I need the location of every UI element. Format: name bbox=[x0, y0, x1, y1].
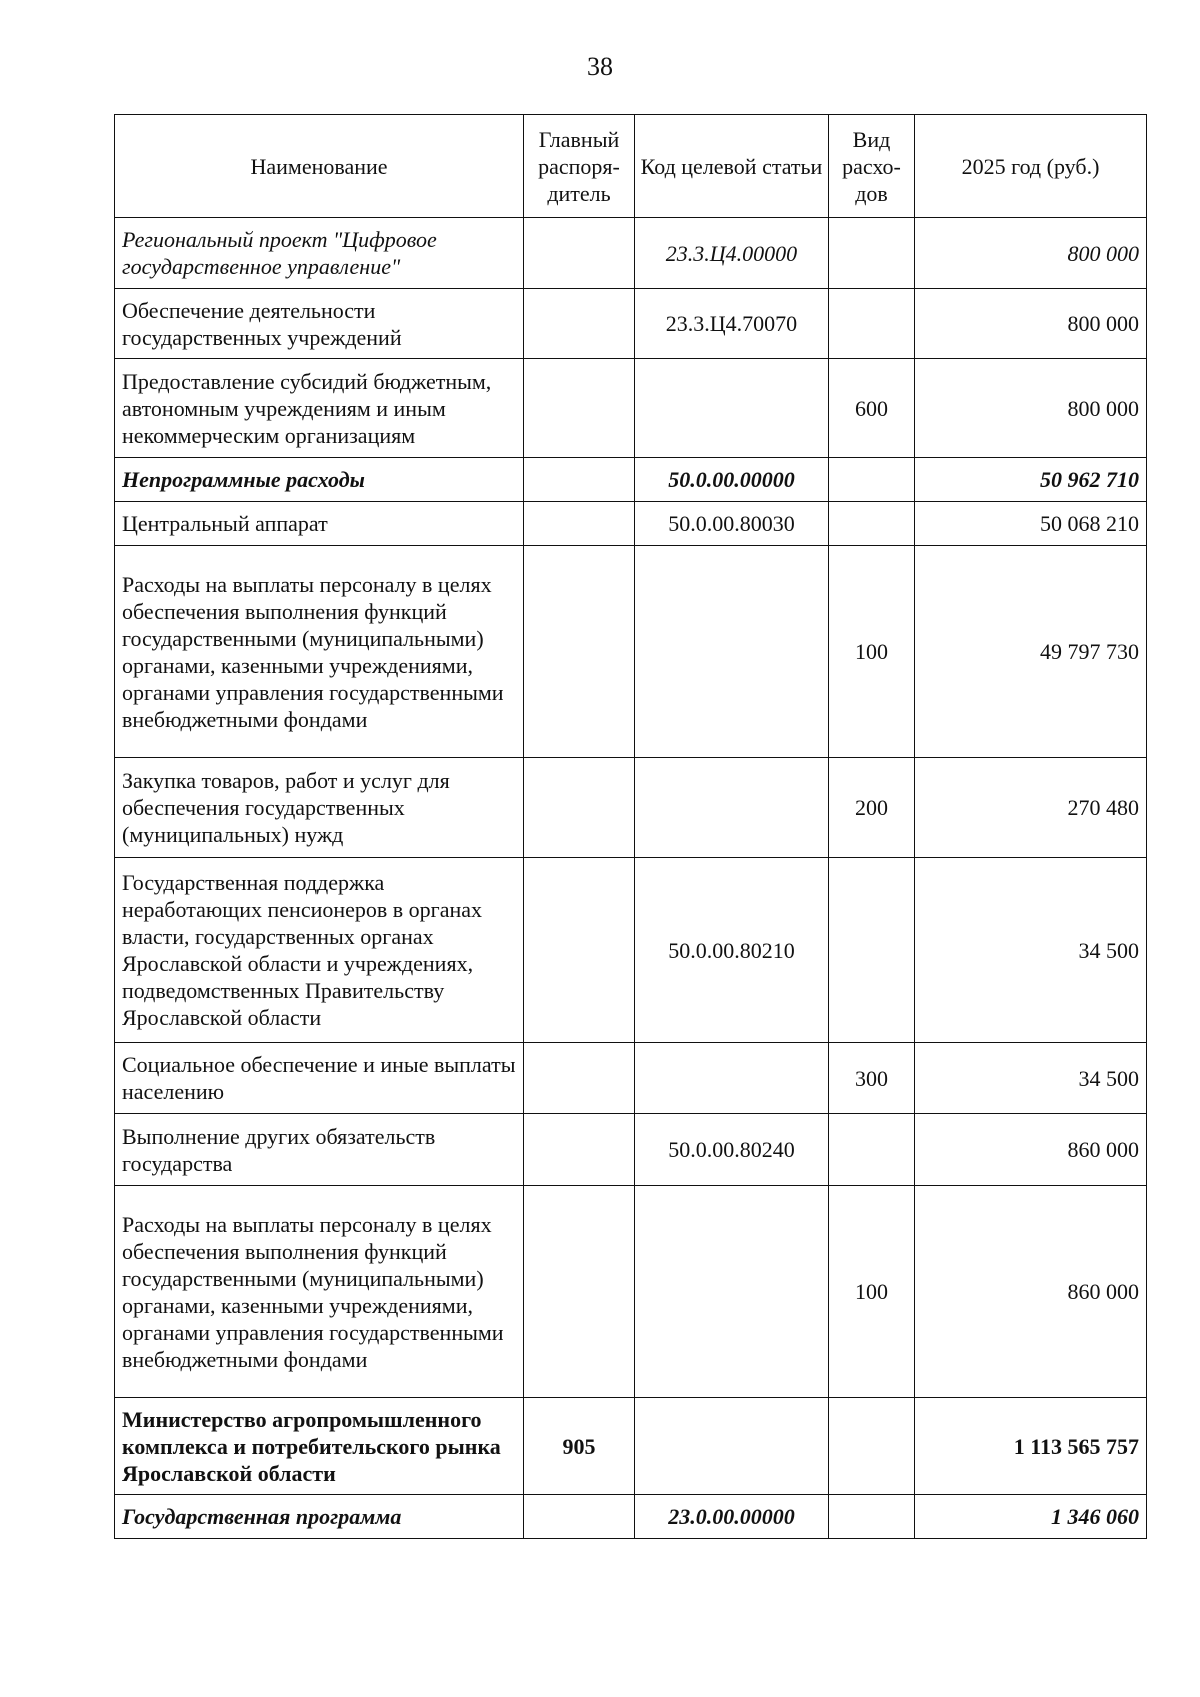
row-name: Закупка товаров, работ и услуг для обеспечения государственных (муниципальных) нужд bbox=[115, 758, 524, 858]
row-admin bbox=[524, 546, 635, 758]
row-admin bbox=[524, 359, 635, 458]
row-admin bbox=[524, 1043, 635, 1114]
row-amount: 50 962 710 bbox=[915, 458, 1147, 502]
row-amount: 800 000 bbox=[915, 289, 1147, 359]
row-admin bbox=[524, 502, 635, 546]
table-row bbox=[115, 1398, 1147, 1495]
row-code bbox=[635, 359, 829, 458]
row-code bbox=[635, 1398, 829, 1495]
row-admin bbox=[524, 858, 635, 1043]
row-type bbox=[829, 1114, 915, 1186]
row-amount: 34 500 bbox=[915, 1043, 1147, 1114]
row-amount: 34 500 bbox=[915, 858, 1147, 1043]
row-code: 50.0.00.00000 bbox=[635, 458, 829, 502]
row-type: 100 bbox=[829, 546, 915, 758]
row-admin: 905 bbox=[524, 1398, 635, 1495]
row-name: Социальное обеспечение и иные выплаты населению bbox=[115, 1043, 524, 1114]
budget-table bbox=[114, 114, 1147, 1539]
table-row bbox=[115, 858, 1147, 1043]
row-admin bbox=[524, 218, 635, 289]
row-code bbox=[635, 546, 829, 758]
table-row bbox=[115, 289, 1147, 359]
row-type bbox=[829, 858, 915, 1043]
row-type bbox=[829, 289, 915, 359]
row-name: Региональный проект "Цифровое государственное управление" bbox=[115, 218, 524, 289]
row-admin bbox=[524, 289, 635, 359]
row-amount: 49 797 730 bbox=[915, 546, 1147, 758]
page-number: 38 bbox=[587, 52, 613, 81]
header-name: Наименование bbox=[115, 115, 524, 218]
row-type: 200 bbox=[829, 758, 915, 858]
row-code: 50.0.00.80240 bbox=[635, 1114, 829, 1186]
row-code: 50.0.00.80210 bbox=[635, 858, 829, 1043]
table-row bbox=[115, 458, 1147, 502]
row-name: Центральный аппарат bbox=[115, 502, 524, 546]
row-admin bbox=[524, 458, 635, 502]
table-row bbox=[115, 1495, 1147, 1539]
table-row bbox=[115, 359, 1147, 458]
row-type: 300 bbox=[829, 1043, 915, 1114]
row-code bbox=[635, 1186, 829, 1398]
row-code: 23.3.Ц4.70070 bbox=[635, 289, 829, 359]
table-row bbox=[115, 546, 1147, 758]
row-code: 23.0.00.00000 bbox=[635, 1495, 829, 1539]
row-admin bbox=[524, 1114, 635, 1186]
row-admin bbox=[524, 1495, 635, 1539]
row-type bbox=[829, 458, 915, 502]
row-code bbox=[635, 758, 829, 858]
table-row bbox=[115, 218, 1147, 289]
row-amount: 800 000 bbox=[915, 359, 1147, 458]
row-code: 23.3.Ц4.00000 bbox=[635, 218, 829, 289]
row-amount: 50 068 210 bbox=[915, 502, 1147, 546]
row-code bbox=[635, 1043, 829, 1114]
row-name: Обеспечение деятельности государственных учреждений bbox=[115, 289, 524, 359]
row-type: 100 bbox=[829, 1186, 915, 1398]
table-row bbox=[115, 1186, 1147, 1398]
row-admin bbox=[524, 758, 635, 858]
table-row bbox=[115, 502, 1147, 546]
table-row bbox=[115, 758, 1147, 858]
row-code: 50.0.00.80030 bbox=[635, 502, 829, 546]
row-type bbox=[829, 218, 915, 289]
row-name: Расходы на выплаты персоналу в целях обеспечения выполнения функций государственными (муниципальными) органами, казенными учреждениями, органами управления государственными внебюджетными фондами bbox=[115, 546, 524, 758]
row-name: Расходы на выплаты персоналу в целях обеспечения выполнения функций государственными (муниципальными) органами, казенными учреждениями, органами управления государственными внебюджетными фондами bbox=[115, 1186, 524, 1398]
row-name: Предоставление субсидий бюджетным, автономным учреждениям и иным некоммерческим организациям bbox=[115, 359, 524, 458]
header-type: Вид расхо-дов bbox=[829, 115, 915, 218]
row-amount: 800 000 bbox=[915, 218, 1147, 289]
row-amount: 1 346 060 bbox=[915, 1495, 1147, 1539]
row-admin bbox=[524, 1186, 635, 1398]
row-name: Государственная поддержка неработающих пенсионеров в органах власти, государственных органах Ярославской области и учреждениях, подведомственных Правительству Ярославской области bbox=[115, 858, 524, 1043]
row-name: Министерство агропромышленного комплекса и потребительского рынка Ярославской области bbox=[115, 1398, 524, 1495]
table-header-row bbox=[115, 115, 1147, 218]
table-row bbox=[115, 1114, 1147, 1186]
header-admin: Главный распоря-дитель bbox=[524, 115, 635, 218]
row-name: Выполнение других обязательств государства bbox=[115, 1114, 524, 1186]
row-name: Непрограммные расходы bbox=[115, 458, 524, 502]
header-code: Код целевой статьи bbox=[635, 115, 829, 218]
row-type bbox=[829, 1495, 915, 1539]
table-row bbox=[115, 1043, 1147, 1114]
row-type: 600 bbox=[829, 359, 915, 458]
row-type bbox=[829, 502, 915, 546]
row-amount: 860 000 bbox=[915, 1186, 1147, 1398]
row-name: Государственная программа bbox=[115, 1495, 524, 1539]
row-amount: 860 000 bbox=[915, 1114, 1147, 1186]
row-amount: 1 113 565 757 bbox=[915, 1398, 1147, 1495]
header-amount: 2025 год (руб.) bbox=[915, 115, 1147, 218]
row-type bbox=[829, 1398, 915, 1495]
row-amount: 270 480 bbox=[915, 758, 1147, 858]
